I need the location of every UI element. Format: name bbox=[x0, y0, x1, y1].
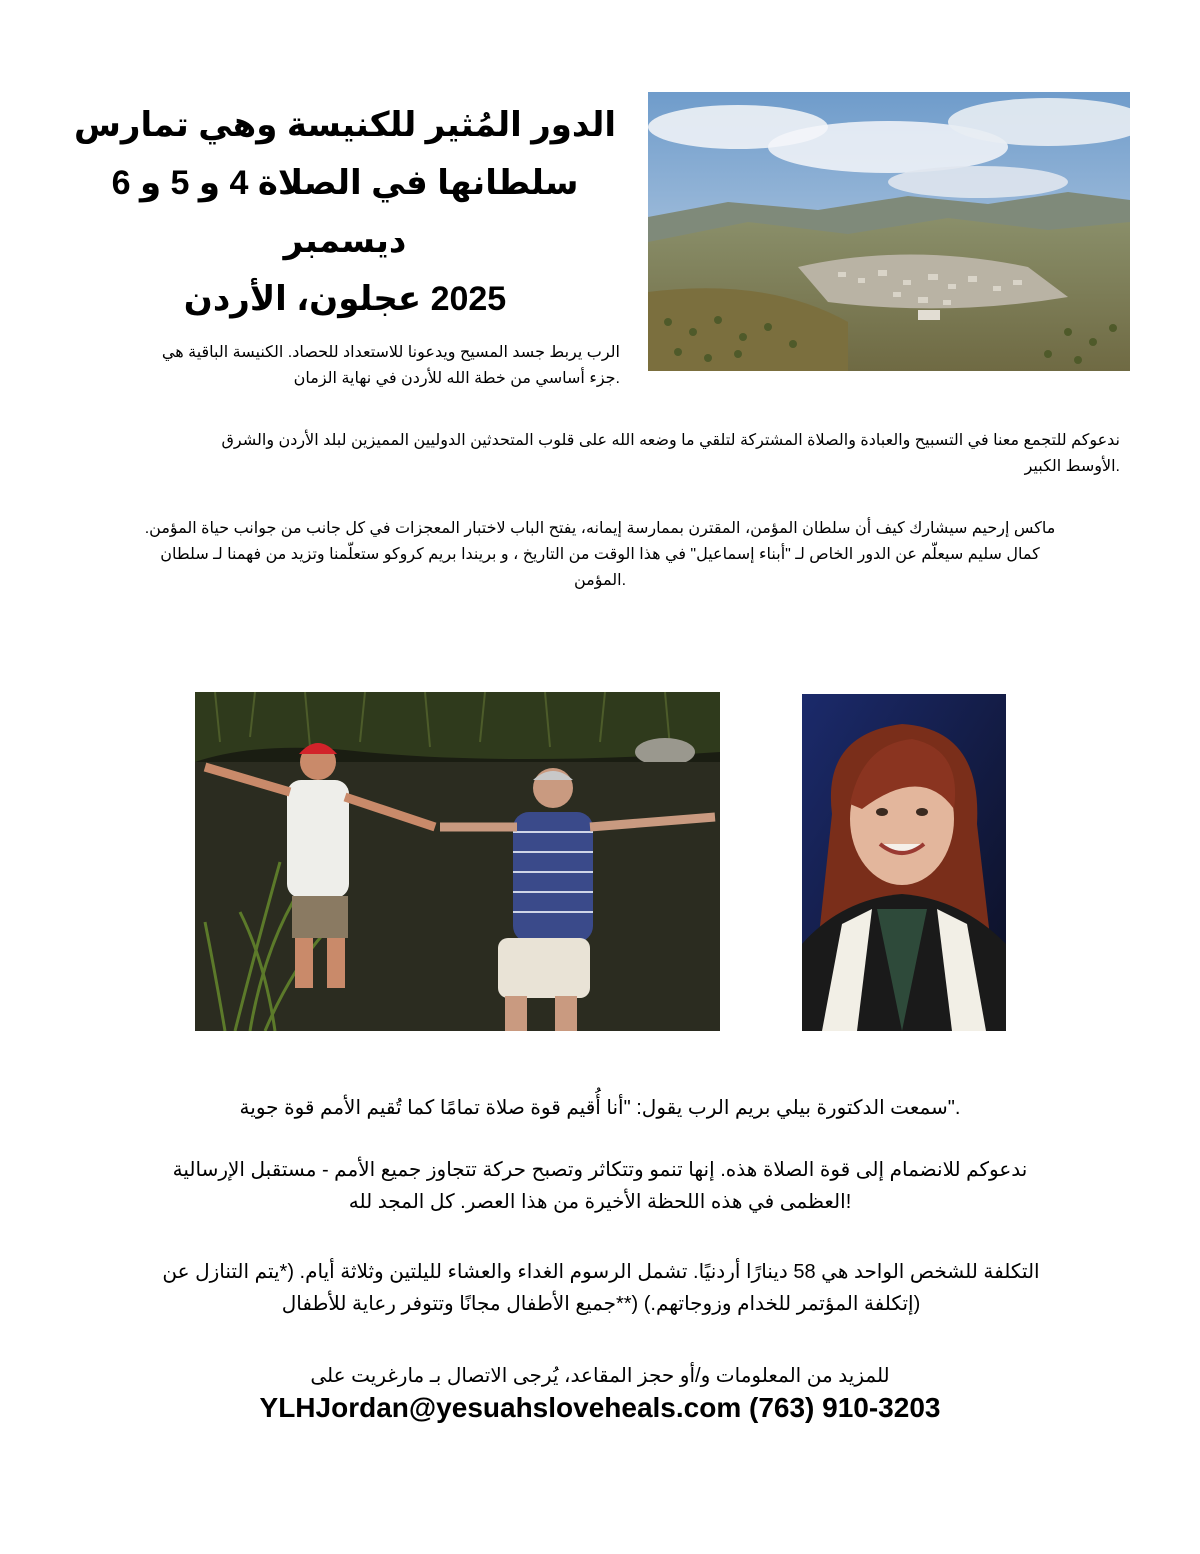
invite-line-2: .الأوسط الكبير bbox=[1024, 458, 1120, 475]
intro-line-2: .جزء أساسي من خطة الله للأردن في نهاية الزمان bbox=[293, 370, 620, 387]
landscape-photo bbox=[648, 92, 1130, 371]
river-photo bbox=[195, 692, 720, 1031]
title-line-1: الدور المُثير للكنيسة وهي تمارس bbox=[74, 106, 616, 144]
title-line-2: سلطانها في الصلاة 4 و 5 و 6 ديسمبر bbox=[111, 164, 579, 260]
invite-paragraph bbox=[80, 428, 1120, 480]
landscape-photo-scene bbox=[648, 92, 1130, 371]
title-line-3: 2025 عجلون، الأردن bbox=[183, 280, 507, 318]
speakers-paragraph bbox=[80, 516, 1120, 594]
contact-phone[interactable]: (763) 910-3203 bbox=[749, 1392, 941, 1423]
speakers-line-1: ماكس إرحيم سيشارك كيف أن سلطان المؤمن، المقترن بممارسة إيمانه، يفتح الباب لاختبار المعجزات في كل جانب من جوانب حياة المؤمن. bbox=[144, 520, 1056, 537]
cost-line-2: (إتكلفة المؤتمر للخدام وزوجاتهم.) (**جميع الأطفال مجانًا وتتوفر رعاية للأطفال bbox=[281, 1293, 921, 1315]
contact-details bbox=[80, 1392, 1120, 1424]
page-title bbox=[60, 96, 630, 328]
cost-line-1: التكلفة للشخص الواحد هي 58 دينارًا أردنيًا. تشمل الرسوم الغداء والعشاء لليلتين وثلاثة أيام. (*يتم التنازل عن bbox=[162, 1261, 1040, 1283]
speakers-line-2: كمال سليم سيعلّم عن الدور الخاص لـ "أبناء إسماعيل" في هذا الوقت من التاريخ ، و بريندا بريم كروكو ستعلّمنا وتزيد من فهمنا لـ سلطان bbox=[160, 546, 1040, 563]
join-line-2: !العظمى في هذه اللحظة الأخيرة من هذا العصر. كل المجد لله bbox=[348, 1191, 852, 1213]
join-paragraph bbox=[80, 1154, 1120, 1218]
join-line-1: ندعوكم للانضمام إلى قوة الصلاة هذه. إنها تنمو وتتكاثر وتصبح حركة تتجاوز جميع الأمم - مستقبل الإرسالية bbox=[172, 1159, 1028, 1181]
intro-line-1: الرب يربط جسد المسيح ويدعونا للاستعداد للحصاد. الكنيسة الباقية هي bbox=[161, 344, 620, 361]
portrait-photo bbox=[802, 694, 1006, 1031]
cost-paragraph bbox=[76, 1256, 1126, 1320]
quote-line: ."سمعت الدكتورة بيلي بريم الرب يقول: "أنا أُقيم قوة صلاة تمامًا كما تُقيم الأمم قوة جوية bbox=[239, 1097, 961, 1119]
contact-email-link[interactable]: YLHJordan@yesuahsloveheals.com bbox=[259, 1392, 742, 1423]
invite-line-1: ندعوكم للتجمع معنا في التسبيح والعبادة والصلاة المشتركة لتلقي ما وضعه الله على قلوب المتحدثين الدوليين المميزين لبلد الأردن والشرق bbox=[221, 432, 1120, 449]
speakers-line-3: .المؤمن bbox=[573, 572, 627, 589]
river-photo-scene bbox=[195, 692, 720, 1031]
portrait-photo-scene bbox=[802, 694, 1006, 1031]
contact-text: للمزيد من المعلومات و/أو حجز المقاعد، يُرجى الاتصال بـ مارغريت على bbox=[310, 1365, 890, 1387]
intro-paragraph bbox=[130, 340, 620, 392]
